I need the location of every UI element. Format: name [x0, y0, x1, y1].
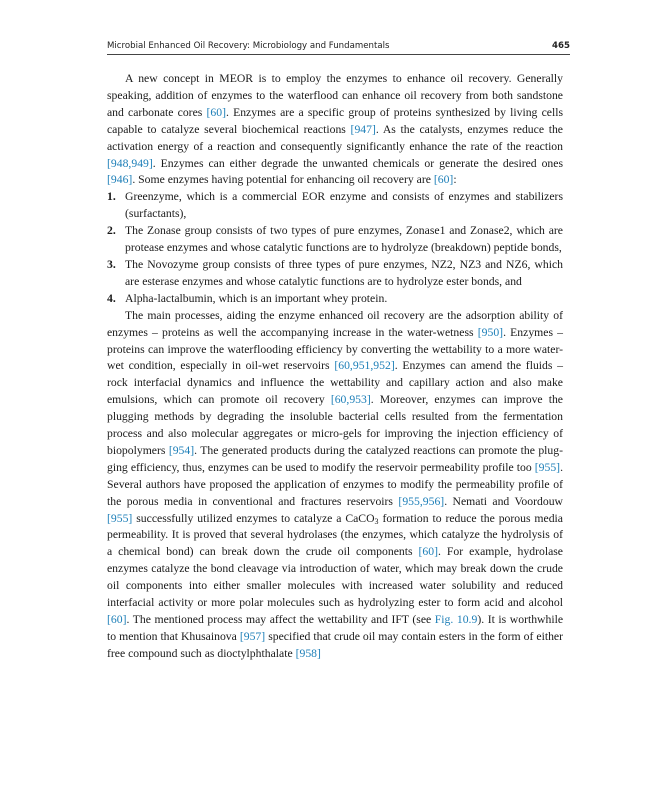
formula-subscript: 3: [374, 516, 379, 526]
page-number: 465: [552, 41, 570, 51]
text-run: :: [453, 173, 457, 187]
figure-link[interactable]: Fig. 10.9: [434, 613, 478, 626]
enzyme-list: [107, 189, 563, 307]
text-run: . The mentioned process may affect the wettability and IFT (see: [126, 613, 435, 626]
text-run: . Some enzymes having potential for enhancing oil recovery are: [132, 173, 434, 187]
list-text: The Novozyme group consists of three types of pure enzymes, NZ2, NZ3 and NZ6, which are esterase enzymes and whose catalytic functions are to hydrolyze ester bonds, and: [125, 257, 563, 288]
list-number: 2.: [107, 224, 116, 238]
list-item: [107, 223, 563, 257]
text-run: . Enzymes can either degrade the unwanted chemicals or generate the desired ones: [152, 156, 563, 170]
text-run: The main processes, aiding the enzyme enhanced oil recovery are the adsorption ability of enzymes – proteins as well the accompanying increase in the water-wetness: [107, 308, 563, 339]
running-title: Microbial Enhanced Oil Recovery: Microbiology and Fundamentals: [107, 41, 390, 51]
list-item: [107, 291, 563, 308]
citation-link[interactable]: [955]: [107, 511, 133, 525]
text-run: . For example, hydrolase enzymes catalyze the bond cleavage via introduction of water, which may break down the crude oil components into either smaller molecules with increased water solubility and reduced interfacial activity or more polar molecules such as hydrolyzing ester to form acid and alcohol: [107, 545, 563, 610]
citation-link[interactable]: [948,949]: [107, 156, 153, 170]
header-rule: [107, 54, 570, 55]
text-run: A new concept in MEOR is to employ the enzymes to enhance oil recovery. Generally speaking, addition of enzymes to the waterflood can enhance oil recovery from both sandstone and carbonate cores: [107, 72, 563, 119]
list-text: Greenzyme, which is a commercial EOR enzyme and consists of enzymes and stabilizers (surfactants),: [125, 190, 563, 221]
text-run: . Enzymes are a specific group of proteins synthesized by living cells capable to catalyze several biochemical reactions: [107, 105, 563, 136]
body-text: [107, 71, 563, 663]
text-run: . As the catalysts, enzymes reduce the activation energy of a reaction and consequently significantly enhance the rate of the reaction: [107, 122, 563, 153]
citation-link[interactable]: [60]: [433, 173, 454, 187]
text-run: . The generated products during the catalyzed reactions can promote the plugging efficiency, thus, enzymes can be used to modify the reservoir permeability profile too: [107, 443, 564, 474]
formula-main: CaCO: [345, 511, 375, 525]
text-run: . Enzymes can amend the fluids – rock interfacial dynamics and influence the wettability and capillary action and also make emulsions, which can promote oil recovery: [107, 359, 563, 407]
text-run: specified that crude oil may contain esters in the form of either free compound such as dioctylphthalate: [107, 629, 563, 660]
text-run: ). It is worthwhile to mention that Khusainova: [107, 613, 564, 643]
list-text: Alpha-lactalbumin, which is an important whey protein.: [125, 291, 388, 305]
text-run: . Enzymes – proteins can improve the waterflooding efficiency by converting the wettability to a more water-wet condition, especially in oil-wet reservoirs: [107, 325, 563, 373]
paragraph-enzymes-intro: [107, 71, 563, 189]
citation-link[interactable]: [947]: [350, 122, 376, 136]
citation-link[interactable]: [60]: [206, 105, 226, 119]
citation-link[interactable]: [946]: [107, 173, 133, 187]
running-header: [107, 41, 570, 55]
list-number: 1.: [107, 190, 116, 204]
list-text: The Zonase group consists of two types of pure enzymes, Zonase1 and Zonase2, which are protease enzymes and whose catalytic functions are to hydrolyze (breakdown) peptide bonds,: [125, 224, 563, 255]
list-number: 4.: [107, 291, 116, 305]
citation-link[interactable]: [60,951,952]: [334, 359, 395, 373]
citation-link[interactable]: [60,953]: [330, 393, 371, 407]
list-item: [107, 189, 563, 223]
list-item: [107, 257, 563, 291]
citation-link[interactable]: [954]: [168, 443, 195, 457]
list-number: 3.: [107, 257, 116, 271]
citation-link[interactable]: [60]: [418, 545, 438, 559]
citation-link[interactable]: [958]: [295, 646, 321, 660]
text-run: formation to reduce the porous media permeability. It is proved that several hydrolases (the enzymes, which catalyze the hydrolysis of a chemical bond) can break down the crude oil components: [107, 511, 563, 559]
citation-link[interactable]: [60]: [107, 613, 127, 626]
text-run: . Moreover, enzymes can improve the plugging methods by degrading the insoluble bacterial cells resulted from the fermentation process and also molecular aggregates or micro-gels for improving the injection efficiency of biopolymers: [107, 393, 563, 457]
chemical-formula: [345, 512, 378, 525]
citation-link[interactable]: [955,956]: [398, 494, 445, 508]
text-run: . Nemati and Voordouw: [444, 494, 563, 508]
citation-link[interactable]: [950]: [477, 325, 504, 339]
text-run: . Several authors have proposed the application of enzymes to modify the permeability profile of the porous media in conventional and fractures reservoirs: [107, 460, 563, 508]
citation-link[interactable]: [957]: [239, 629, 266, 643]
citation-link[interactable]: [955]: [534, 460, 561, 474]
text-run: successfully utilized enzymes to catalyze a: [132, 511, 346, 525]
paragraph-enzyme-mechanisms: [107, 308, 563, 663]
